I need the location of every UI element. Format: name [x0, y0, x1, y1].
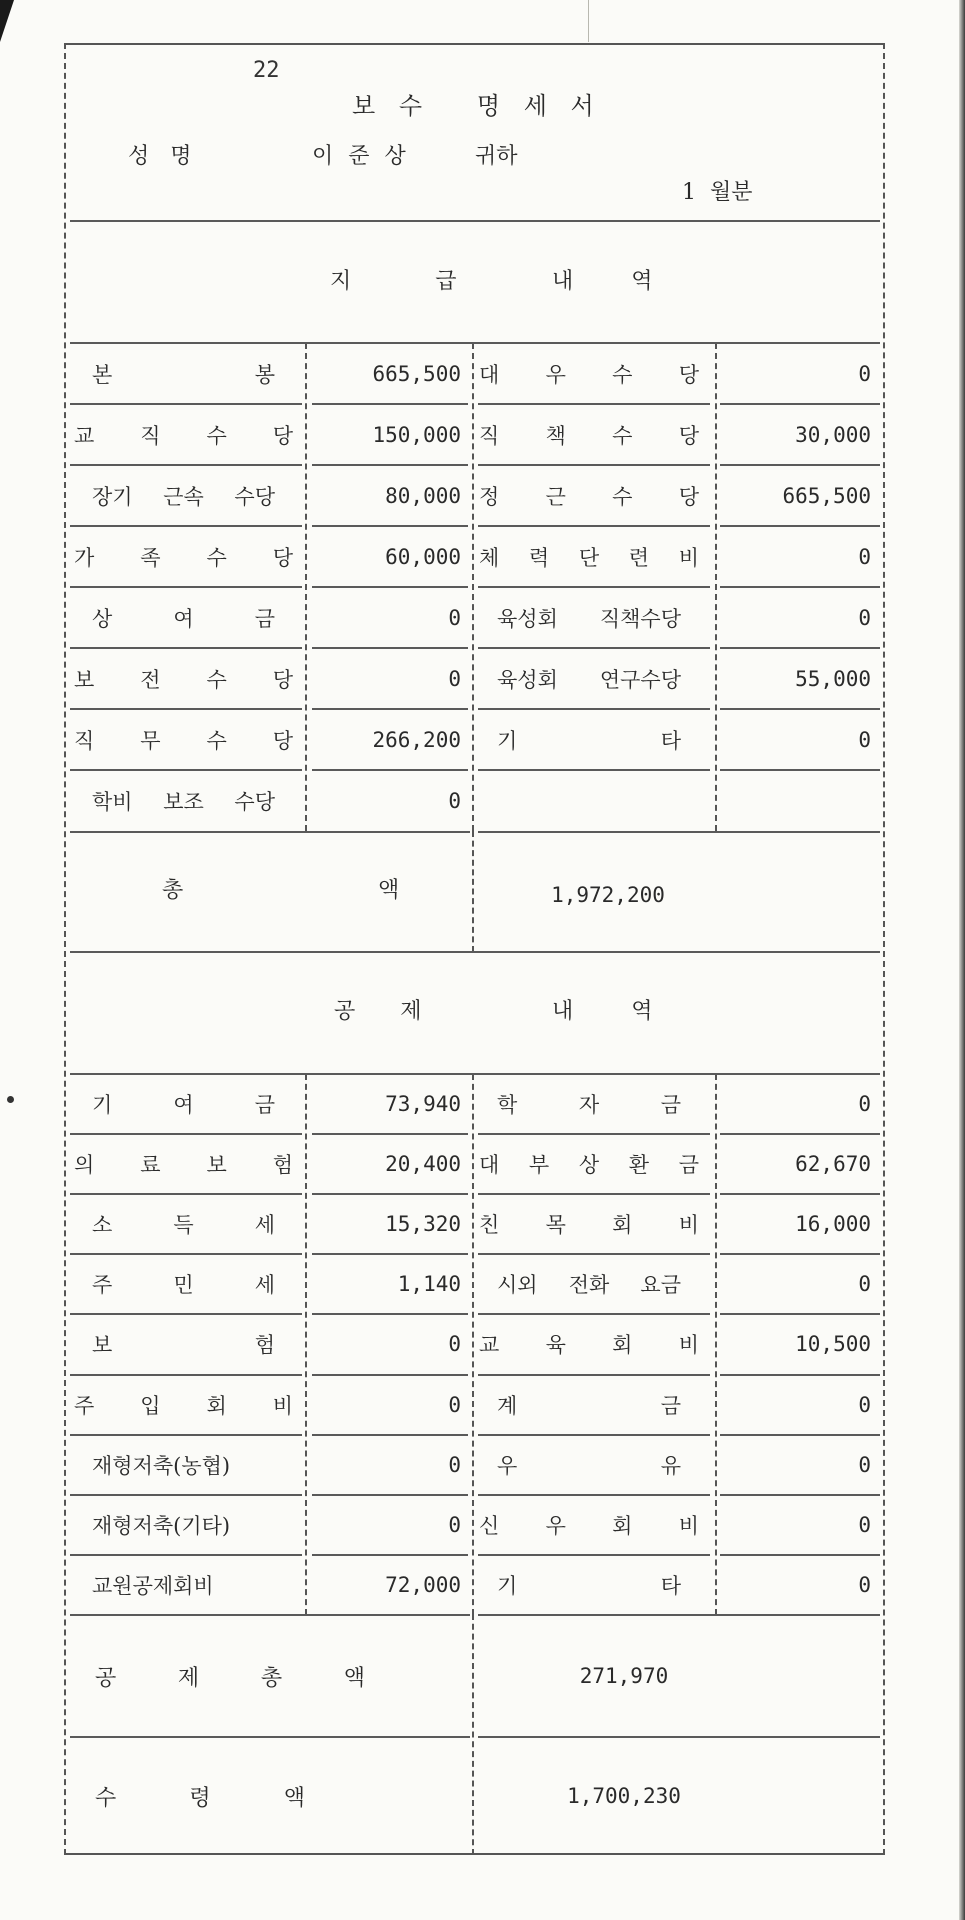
label-part: 수 — [206, 667, 227, 692]
label-part: 여 — [173, 606, 194, 631]
label-part: 전 — [140, 667, 161, 692]
label-part: 험 — [254, 1333, 275, 1358]
item-amount: 0 — [448, 666, 461, 691]
document-number: 22 — [253, 58, 280, 83]
label-part: 수 — [612, 362, 633, 387]
item-label — [479, 1194, 699, 1254]
label-part: 전화 — [568, 1273, 610, 1298]
item-amount: 72,000 — [385, 1572, 461, 1597]
item-amount — [715, 770, 871, 831]
item-amount: 0 — [858, 1092, 871, 1117]
label-part: 직 — [140, 423, 161, 448]
label-part: 금 — [254, 1093, 275, 1118]
label-part: 타 — [660, 728, 681, 753]
label-part: 체 — [479, 545, 500, 570]
item-label — [479, 709, 699, 770]
label-part: 주 — [92, 1273, 113, 1298]
label-part: 금 — [660, 1093, 681, 1118]
label-part: 단 — [578, 545, 600, 570]
label-part: 금 — [660, 1393, 681, 1418]
deductions-section-title-b: 내 역 — [552, 999, 659, 1024]
label-part: 수 — [612, 423, 633, 448]
item-amount: 0 — [448, 605, 461, 630]
item-label — [479, 770, 699, 831]
item-label — [479, 1074, 699, 1134]
label-part: 계 — [497, 1393, 518, 1418]
item-amount: 0 — [858, 727, 871, 752]
label-part: 료 — [140, 1153, 161, 1178]
label-part: 책 — [545, 423, 566, 448]
label-part: 신 — [479, 1513, 500, 1538]
label-part: 족 — [140, 545, 161, 570]
label-part: 액 — [343, 1665, 365, 1691]
deductions-total-value: 271,970 — [579, 1664, 669, 1688]
item-amount: 0 — [858, 1392, 871, 1417]
label-part: 공 — [95, 1665, 117, 1691]
item-amount: 62,670 — [795, 1152, 871, 1177]
label-part: 친 — [479, 1213, 500, 1238]
item-label — [74, 1254, 293, 1314]
item-label — [479, 465, 699, 526]
label-part: 비 — [272, 1393, 293, 1418]
item-label — [74, 1134, 293, 1194]
paper-edge — [959, 0, 965, 1920]
label-part: 기 — [92, 1093, 113, 1118]
item-label — [479, 1314, 699, 1374]
item-amount: 80,000 — [385, 483, 461, 508]
label-part: 액 — [283, 1785, 305, 1811]
item-label — [479, 526, 699, 587]
label-part: 제 — [177, 1665, 200, 1691]
label-part: 장기 — [92, 484, 133, 509]
label-part: 수당 — [234, 484, 275, 509]
item-label — [74, 1314, 293, 1374]
payments-section-title-a: 지 급 — [330, 269, 463, 294]
item-label — [479, 404, 699, 465]
label-part: 직책수당 — [599, 606, 681, 631]
item-label — [74, 648, 293, 709]
label-part: 당 — [272, 728, 293, 753]
item-label — [479, 1555, 699, 1615]
label-part: 자 — [578, 1093, 600, 1118]
label-part: 재형저축(농협) — [92, 1453, 231, 1478]
label-part: 타 — [660, 1573, 681, 1598]
label-part: 육성회 — [497, 606, 558, 631]
label-part: 회 — [612, 1333, 633, 1358]
label-part: 회 — [206, 1393, 227, 1418]
label-part: 금 — [678, 1153, 699, 1178]
label-part: 환 — [628, 1153, 650, 1178]
label-part: 득 — [173, 1213, 194, 1238]
item-amount: 73,940 — [385, 1092, 461, 1117]
item-label — [74, 404, 293, 465]
fold-mark — [588, 0, 589, 42]
item-label — [74, 1495, 293, 1555]
label-part: 의 — [74, 1153, 95, 1178]
item-amount: 0 — [858, 361, 871, 386]
label-part: 세 — [254, 1213, 275, 1238]
label-part: 당 — [272, 423, 293, 448]
label-part: 여 — [173, 1093, 194, 1118]
label-part: 당 — [678, 423, 699, 448]
label-part: 보 — [206, 1153, 227, 1178]
label-part: 우 — [545, 1513, 566, 1538]
item-amount: 0 — [858, 1272, 871, 1297]
item-label — [74, 1074, 293, 1134]
divider — [70, 951, 880, 953]
employee-name: 이 준 상 — [312, 144, 410, 169]
label-part: 기 — [497, 1573, 518, 1598]
payments-total-value: 1,972,200 — [551, 883, 665, 907]
label-part: 수 — [95, 1785, 117, 1811]
label-part: 총 — [260, 1665, 283, 1691]
label-part: 정 — [479, 484, 500, 509]
label-part: 우 — [545, 362, 566, 387]
item-label — [74, 1375, 293, 1435]
label-part: 수 — [206, 423, 227, 448]
item-amount: 60,000 — [385, 544, 461, 569]
item-amount: 0 — [448, 1392, 461, 1417]
label-part: 대 — [479, 1153, 500, 1178]
payments-total-label-a: 총 — [162, 878, 184, 903]
label-part: 당 — [272, 545, 293, 570]
label-part: 수 — [206, 545, 227, 570]
label-part: 회 — [612, 1513, 633, 1538]
label-part: 당 — [678, 362, 699, 387]
label-part: 육성회 — [497, 667, 558, 692]
item-label — [479, 648, 699, 709]
name-label: 성 명 — [128, 144, 192, 169]
item-label — [479, 1375, 699, 1435]
divider — [70, 831, 470, 833]
label-part: 비 — [678, 1513, 699, 1538]
label-part: 육 — [545, 1333, 566, 1358]
label-part: 당 — [272, 667, 293, 692]
item-amount: 30,000 — [795, 422, 871, 447]
item-label — [74, 1435, 293, 1495]
label-part: 대 — [479, 362, 500, 387]
item-amount: 150,000 — [372, 422, 461, 447]
divider — [478, 831, 880, 833]
item-label — [74, 1555, 293, 1615]
label-part: 련 — [628, 545, 650, 570]
label-part: 학 — [497, 1093, 518, 1118]
item-amount: 0 — [858, 605, 871, 630]
item-amount: 665,500 — [372, 361, 461, 386]
label-part: 우 — [497, 1453, 518, 1478]
label-part: 학비 — [92, 789, 133, 814]
item-amount: 0 — [448, 1512, 461, 1537]
net-pay-label — [95, 1738, 305, 1854]
document-title: 보 수 명 세 서 — [352, 92, 602, 120]
divider — [70, 220, 880, 222]
item-label — [479, 1254, 699, 1314]
label-part: 본 — [92, 362, 113, 387]
item-label — [479, 587, 699, 648]
label-part: 수 — [206, 728, 227, 753]
label-part: 금 — [254, 606, 275, 631]
label-part: 직 — [74, 728, 95, 753]
item-amount: 15,320 — [385, 1212, 461, 1237]
item-amount: 20,400 — [385, 1152, 461, 1177]
label-part: 부 — [528, 1153, 550, 1178]
label-part: 소 — [92, 1213, 113, 1238]
label-part: 수 — [612, 484, 633, 509]
label-part: 보조 — [163, 789, 204, 814]
label-part: 근속 — [163, 484, 204, 509]
deductions-section-title-a: 공 제 — [334, 999, 428, 1024]
pay-period: 1 월분 — [682, 180, 753, 205]
punch-dot — [7, 1096, 14, 1103]
label-part: 무 — [140, 728, 161, 753]
label-part: 교원공제회비 — [92, 1573, 214, 1598]
column-divider — [472, 343, 474, 831]
label-part: 상 — [578, 1153, 600, 1178]
item-amount: 1,140 — [397, 1272, 461, 1297]
honorific: 귀하 — [475, 144, 518, 169]
payments-section-title-b: 내 역 — [552, 269, 659, 294]
item-label — [74, 343, 293, 404]
deductions-total-label — [95, 1616, 365, 1736]
item-label — [479, 1134, 699, 1194]
item-amount: 0 — [858, 1512, 871, 1537]
label-part: 민 — [173, 1273, 194, 1298]
label-part: 목 — [545, 1213, 566, 1238]
label-part: 재형저축(기타) — [92, 1513, 231, 1538]
label-part: 가 — [74, 545, 95, 570]
label-part: 력 — [528, 545, 550, 570]
item-amount: 0 — [448, 1332, 461, 1357]
label-part: 교 — [479, 1333, 500, 1358]
label-part: 기 — [497, 728, 518, 753]
item-amount: 665,500 — [782, 483, 871, 508]
item-label — [74, 526, 293, 587]
label-part: 비 — [678, 1333, 699, 1358]
label-part: 주 — [74, 1393, 95, 1418]
item-amount: 55,000 — [795, 666, 871, 691]
item-amount: 0 — [858, 544, 871, 569]
label-part: 수당 — [234, 789, 275, 814]
label-part: 당 — [678, 484, 699, 509]
item-amount: 0 — [858, 1572, 871, 1597]
column-divider — [472, 1074, 474, 1615]
item-label — [74, 587, 293, 648]
label-part: 상 — [92, 606, 113, 631]
label-part: 보 — [74, 667, 95, 692]
item-label — [74, 1194, 293, 1254]
label-part: 연구수당 — [599, 667, 681, 692]
item-label — [74, 770, 293, 831]
label-part: 세 — [254, 1273, 275, 1298]
label-part: 험 — [272, 1153, 293, 1178]
label-part: 보 — [92, 1333, 113, 1358]
item-amount: 0 — [858, 1452, 871, 1477]
item-label — [479, 343, 699, 404]
label-part: 비 — [678, 1213, 699, 1238]
item-amount: 0 — [448, 1452, 461, 1477]
item-amount: 10,500 — [795, 1332, 871, 1357]
item-label — [74, 465, 293, 526]
net-pay-value: 1,700,230 — [567, 1784, 681, 1808]
label-part: 령 — [189, 1785, 211, 1811]
item-amount: 16,000 — [795, 1212, 871, 1237]
label-part: 요금 — [640, 1273, 681, 1298]
label-part: 직 — [479, 423, 500, 448]
label-part: 근 — [545, 484, 566, 509]
label-part: 봉 — [254, 362, 275, 387]
label-part: 교 — [74, 423, 95, 448]
label-part: 비 — [678, 545, 699, 570]
label-part: 회 — [612, 1213, 633, 1238]
item-label — [479, 1435, 699, 1495]
label-part: 입 — [140, 1393, 161, 1418]
label-part: 유 — [660, 1453, 681, 1478]
payments-total-label-b: 액 — [378, 878, 400, 903]
item-amount: 266,200 — [372, 727, 461, 752]
paper-corner-shadow — [0, 0, 14, 42]
item-label — [74, 709, 293, 770]
item-label — [479, 1495, 699, 1555]
label-part: 시외 — [497, 1273, 538, 1298]
item-amount: 0 — [448, 788, 461, 813]
